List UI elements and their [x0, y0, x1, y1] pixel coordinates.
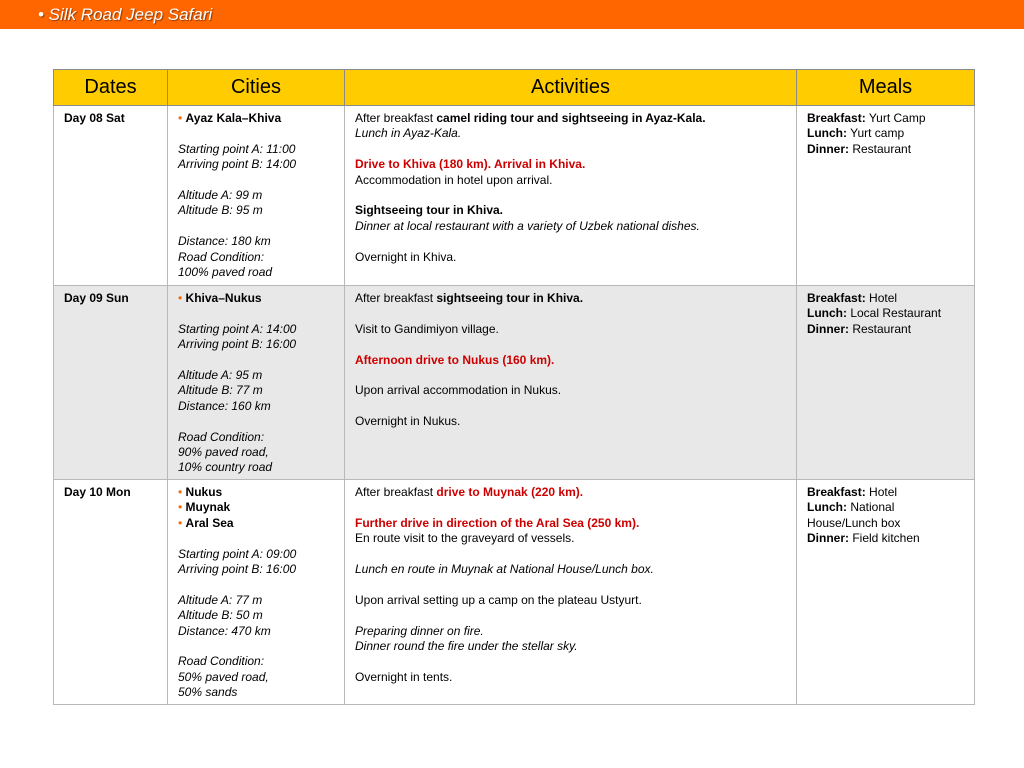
- activity-highlight: Sightseeing tour in Khiva.: [355, 203, 504, 218]
- table-row: [54, 106, 975, 286]
- start-time: Starting point A: 11:00: [178, 141, 296, 156]
- breakfast-label: Breakfast:: [807, 485, 866, 499]
- itinerary-table: [53, 69, 975, 705]
- dinner-label: Dinner:: [807, 321, 849, 336]
- activity-text: Dinner round the fire under the stellar sky.: [355, 639, 578, 653]
- lunch-value: Yurt camp: [847, 126, 905, 141]
- activity-overnight: Overnight in Nukus.: [355, 414, 461, 429]
- city-name: Khiva–Nukus: [185, 291, 262, 305]
- distance: Distance: 160 km: [178, 398, 271, 413]
- activity-text: Lunch in Ayaz-Kala.: [355, 126, 462, 141]
- activity-text: Preparing dinner on fire.: [355, 623, 484, 638]
- cities-cell: [168, 286, 345, 480]
- header-activities: Activities: [345, 70, 797, 106]
- activity-text: After breakfast: [355, 111, 437, 125]
- breakfast-label: Breakfast:: [807, 291, 866, 305]
- activity-text: Upon arrival setting up a camp on the plateau Ustyurt.: [355, 592, 642, 607]
- lunch-value: Local Restaurant: [847, 306, 942, 321]
- activity-text: After breakfast: [355, 485, 437, 499]
- activity-overnight: Overnight in Khiva.: [355, 249, 457, 264]
- dinner-value: Restaurant: [849, 321, 912, 336]
- activity-drive: Afternoon drive to Nukus (160 km).: [355, 352, 555, 367]
- page-title: • Silk Road Jeep Safari: [38, 5, 213, 24]
- activity-text: Lunch en route in Muynak at National House/Lunch box.: [355, 562, 654, 576]
- road-condition: 10% country road: [178, 460, 273, 475]
- date-cell: Day 09 Sun: [54, 286, 168, 480]
- meals-cell: [797, 480, 975, 705]
- city-name: Muynak: [185, 500, 231, 515]
- altitude-b: Altitude B: 77 m: [178, 383, 263, 398]
- activity-text: En route visit to the graveyard of vessels.: [355, 531, 575, 546]
- lunch-label: Lunch:: [807, 306, 847, 321]
- dinner-label: Dinner:: [807, 141, 849, 156]
- activity-overnight: Overnight in tents.: [355, 669, 453, 684]
- lunch-label: Lunch:: [807, 126, 847, 141]
- altitude-a: Altitude A: 99 m: [178, 188, 263, 202]
- activity-drive: drive to Muynak (220 km).: [436, 485, 584, 499]
- lunch-value: National: [847, 500, 895, 515]
- bullet-icon: •: [178, 515, 183, 530]
- header-meals: Meals: [797, 70, 975, 106]
- activities-cell: [345, 286, 797, 480]
- lunch-label: Lunch:: [807, 500, 847, 515]
- table-row: [54, 480, 975, 705]
- city-name: Nukus: [185, 485, 223, 499]
- dinner-value: Field kitchen: [849, 531, 920, 546]
- start-time: Starting point A: 09:00: [178, 546, 297, 561]
- activity-drive: Drive to Khiva (180 km). Arrival in Khiva.: [355, 157, 586, 172]
- cities-cell: [168, 106, 345, 286]
- activity-drive: Further drive in direction of the Aral Sea (250 km).: [355, 515, 640, 530]
- road-condition: 50% paved road,: [178, 669, 269, 684]
- start-time: Starting point A: 14:00: [178, 321, 297, 336]
- date-cell: Day 08 Sat: [54, 106, 168, 286]
- bullet-icon: •: [178, 485, 183, 499]
- header-row: [54, 70, 975, 106]
- bullet-icon: •: [178, 500, 183, 515]
- cities-cell: [168, 480, 345, 705]
- table-row: [54, 286, 975, 480]
- activity-text: After breakfast: [355, 291, 437, 305]
- activity-text: Dinner at local restaurant with a variety of Uzbek national dishes.: [355, 218, 700, 233]
- city-name: Ayaz Kala–Khiva: [185, 111, 282, 125]
- title-bar: [0, 0, 1024, 29]
- header-cities: Cities: [168, 70, 345, 106]
- breakfast-value: Hotel: [865, 291, 898, 305]
- city-name: Aral Sea: [185, 515, 234, 530]
- distance: Distance: 470 km: [178, 623, 271, 638]
- altitude-a: Altitude A: 95 m: [178, 368, 263, 382]
- lunch-value-continued: House/Lunch box: [807, 515, 901, 530]
- date-cell: Day 10 Mon: [54, 480, 168, 705]
- header-dates: Dates: [54, 70, 168, 106]
- arrive-time: Arriving point B: 14:00: [178, 157, 297, 172]
- road-condition-label: Road Condition:: [178, 654, 265, 669]
- bullet-icon: •: [178, 111, 183, 125]
- distance: Distance: 180 km: [178, 234, 271, 249]
- altitude-b: Altitude B: 95 m: [178, 203, 263, 218]
- activity-text: Visit to Gandimiyon village.: [355, 321, 499, 336]
- altitude-a: Altitude A: 77 m: [178, 592, 263, 607]
- breakfast-label: Breakfast:: [807, 111, 866, 125]
- breakfast-value: Yurt Camp: [865, 111, 926, 125]
- activities-cell: [345, 106, 797, 286]
- dinner-value: Restaurant: [849, 141, 912, 156]
- activity-highlight: camel riding tour and sightseeing in Ayaz-Kala.: [436, 111, 706, 125]
- arrive-time: Arriving point B: 16:00: [178, 337, 297, 352]
- altitude-b: Altitude B: 50 m: [178, 608, 263, 623]
- meals-cell: [797, 286, 975, 480]
- activity-text: Upon arrival accommodation in Nukus.: [355, 383, 562, 398]
- activities-cell: [345, 480, 797, 705]
- arrive-time: Arriving point B: 16:00: [178, 562, 297, 577]
- dinner-label: Dinner:: [807, 531, 849, 546]
- road-condition: 50% sands: [178, 685, 238, 700]
- road-condition: 90% paved road,: [178, 445, 269, 460]
- meals-cell: [797, 106, 975, 286]
- road-condition-label: Road Condition:: [178, 429, 265, 444]
- breakfast-value: Hotel: [865, 485, 898, 499]
- activity-text: Accommodation in hotel upon arrival.: [355, 172, 553, 187]
- road-condition-label: Road Condition:: [178, 249, 265, 264]
- activity-highlight: sightseeing tour in Khiva.: [436, 291, 584, 305]
- bullet-icon: •: [178, 291, 183, 305]
- road-condition: 100% paved road: [178, 265, 273, 280]
